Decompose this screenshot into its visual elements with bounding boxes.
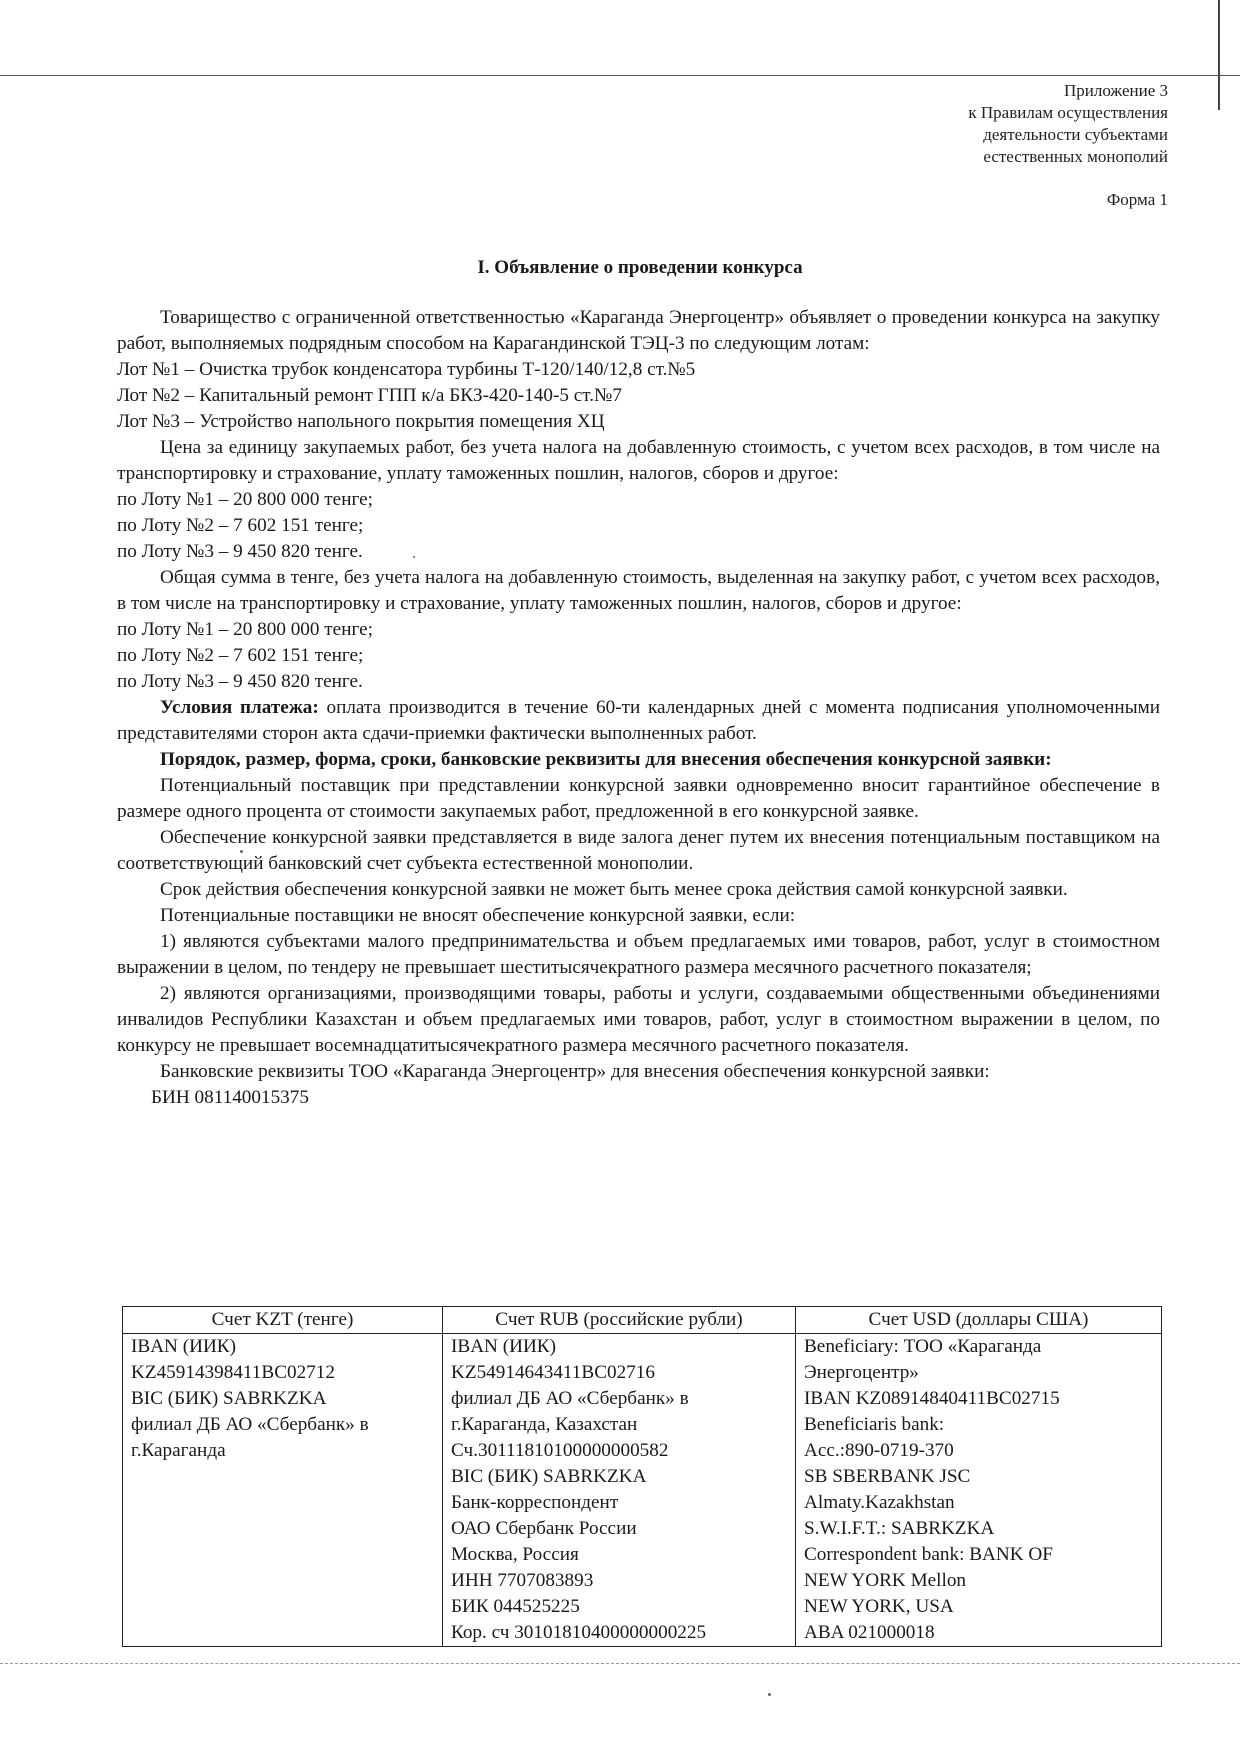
rub-line: Сч.30111810100000000582 [451, 1440, 669, 1461]
kzt-line: г.Караганда [131, 1440, 226, 1461]
total-price-line: по Лоту №2 – 7 602 151 тенге; [117, 645, 364, 666]
usd-line: Correspondent bank: BANK OF [804, 1544, 1053, 1565]
scan-bottom-border [0, 1663, 1240, 1664]
unit-price-line: по Лоту №3 – 9 450 820 тенге. [117, 541, 363, 562]
payment-label: Условия платежа: [160, 697, 319, 718]
lot-line: Лот №3 – Устройство напольного покрытия помещения ХЦ [117, 411, 605, 432]
table-row [123, 1334, 1162, 1647]
bin-number: БИН 081140015375 [151, 1087, 309, 1108]
security-paragraph: 1) являются субъектами малого предпринимательства и объем предлагаемых ими товаров, работ, услуг в стоимостном выражении в целом, по тендеру не превышает шеститысячекратного размера месячного расчетного показателя; [117, 931, 1160, 978]
usd-line: SB SBERBANK JSC [804, 1466, 971, 1487]
bank-details-table [122, 1306, 1162, 1647]
appendix-line: Приложение 3 [1064, 81, 1168, 100]
rub-line: Кор. сч 30101810400000000225 [451, 1622, 707, 1643]
kzt-line: филиал ДБ АО «Сбербанк» в [131, 1414, 369, 1435]
rub-column-header: Счет RUB (российские рубли) [443, 1307, 796, 1334]
appendix-line: естественных монополий [983, 147, 1168, 166]
rub-line: KZ54914643411BC02716 [451, 1362, 655, 1383]
lot-line: Лот №2 – Капитальный ремонт ГПП к/а БКЗ-420-140-5 ст.№7 [117, 385, 622, 406]
kzt-account-cell [123, 1334, 443, 1647]
scan-speck [768, 1693, 771, 1696]
appendix-line: деятельности субъектами [983, 125, 1168, 144]
table-header-row [123, 1307, 1162, 1334]
unit-price-intro: Цена за единицу закупаемых работ, без учета налога на добавленную стоимость, с учетом всех расходов, в том числе на транспортировку и страхование, уплату таможенных пошлин, налогов, сборов и другое: [117, 437, 1160, 484]
security-heading-text: Порядок, размер, форма, сроки, банковские реквизиты для внесения обеспечения конкурсной заявки: [160, 749, 1052, 770]
rub-line: Банк-корреспондент [451, 1492, 619, 1513]
usd-line: Acc.:890-0719-370 [804, 1440, 954, 1461]
unit-price-line: по Лоту №2 – 7 602 151 тенге; [117, 515, 364, 536]
usd-line: NEW YORK, USA [804, 1596, 954, 1617]
total-price-line: по Лоту №1 – 20 800 000 тенге; [117, 619, 373, 640]
usd-line: Beneficiary: ТОО «Караганда [804, 1336, 1042, 1357]
kzt-line: KZ45914398411BC02712 [131, 1362, 335, 1383]
total-intro: Общая сумма в тенге, без учета налога на добавленную стоимость, выделенная на закупку работ, с учетом всех расходов, в том числе на транспортировку и страхование, уплату таможенных пошлин, налогов, сборов и другое: [117, 567, 1160, 614]
kzt-line: IBAN (ИИК) [131, 1336, 236, 1357]
security-paragraph: Потенциальные поставщики не вносят обеспечение конкурсной заявки, если: [160, 905, 796, 926]
rub-line: филиал ДБ АО «Сбербанк» в [451, 1388, 689, 1409]
usd-line: IBAN KZ08914840411BC02715 [804, 1388, 1060, 1409]
scan-top-border [0, 75, 1240, 76]
usd-line: Beneficiaris bank: [804, 1414, 945, 1435]
rub-line: Москва, Россия [451, 1544, 579, 1565]
security-heading [117, 747, 1160, 773]
rub-line: БИК 044525225 [451, 1596, 580, 1617]
security-paragraph: Обеспечение конкурсной заявки представляется в виде залога денег путем их внесения потенциальным поставщиком на соответствующий банковский счет субъекта естественной монополии. [117, 827, 1160, 874]
rub-line: ОАО Сбербанк России [451, 1518, 637, 1539]
usd-line: S.W.I.F.T.: SABRKZKA [804, 1518, 995, 1539]
form-label: Форма 1 [1106, 190, 1168, 209]
intro-paragraph: Товарищество с ограниченной ответственностью «Караганда Энергоцентр» объявляет о проведении конкурса на закупку работ, выполняемых подрядным способом на Карагандинской ТЭЦ-3 по следующим лотам: [117, 307, 1160, 354]
rub-line: г.Караганда, Казахстан [451, 1414, 638, 1435]
usd-line: Энергоцентр» [804, 1362, 919, 1383]
lot-line: Лот №1 – Очистка трубок конденсатора турбины Т-120/140/12,8 ст.№5 [117, 359, 696, 380]
unit-price-line: по Лоту №1 – 20 800 000 тенге; [117, 489, 373, 510]
security-paragraph: Потенциальный поставщик при представлении конкурсной заявки одновременно вносит гарантийное обеспечение в размере одного процента от стоимости закупаемых работ, предложенной в его конкурсной заявке. [117, 775, 1160, 822]
security-paragraph: 2) являются организациями, производящими товары, работы и услуги, создаваемыми общественными объединениями инвалидов Республики Казахстан и объем предлагаемых ими товаров, работ, услуг в стоимостном выражении в целом, по конкурсу не превышает восемнадцатитысячекратного размера месячного расчетного показателя. [117, 983, 1160, 1056]
usd-line: ABA 021000018 [804, 1622, 935, 1643]
payment-paragraph [117, 695, 1160, 747]
document-body [117, 305, 1160, 1111]
kzt-line: BIC (БИК) SABRKZKA [131, 1388, 327, 1409]
rub-line: ИНН 7707083893 [451, 1570, 594, 1591]
rub-account-cell [443, 1334, 796, 1647]
usd-account-cell [796, 1334, 1162, 1647]
kzt-column-header: Счет KZT (тенге) [123, 1307, 443, 1334]
bank-intro: Банковские реквизиты ТОО «Караганда Энергоцентр» для внесения обеспечения конкурсной заявки: [160, 1061, 990, 1082]
appendix-block [968, 80, 1168, 168]
total-price-line: по Лоту №3 – 9 450 820 тенге. [117, 671, 363, 692]
security-paragraph: Срок действия обеспечения конкурсной заявки не может быть менее срока действия самой конкурсной заявки. [160, 879, 1068, 900]
appendix-line: к Правилам осуществления [968, 103, 1168, 122]
rub-line: IBAN (ИИК) [451, 1336, 556, 1357]
payment-text: оплата производится в течение 60-ти календарных дней с момента подписания уполномоченными представителями сторон акта сдачи-приемки фактически выполненных работ. [117, 697, 1160, 744]
document-title: I. Объявление о проведении конкурса [477, 257, 803, 278]
usd-column-header: Счет USD (доллары США) [796, 1307, 1162, 1334]
rub-line: BIC (БИК) SABRKZKA [451, 1466, 647, 1487]
scan-right-border [1218, 0, 1220, 110]
usd-line: NEW YORK Mellon [804, 1570, 967, 1591]
usd-line: Almaty.Kazakhstan [804, 1492, 955, 1513]
